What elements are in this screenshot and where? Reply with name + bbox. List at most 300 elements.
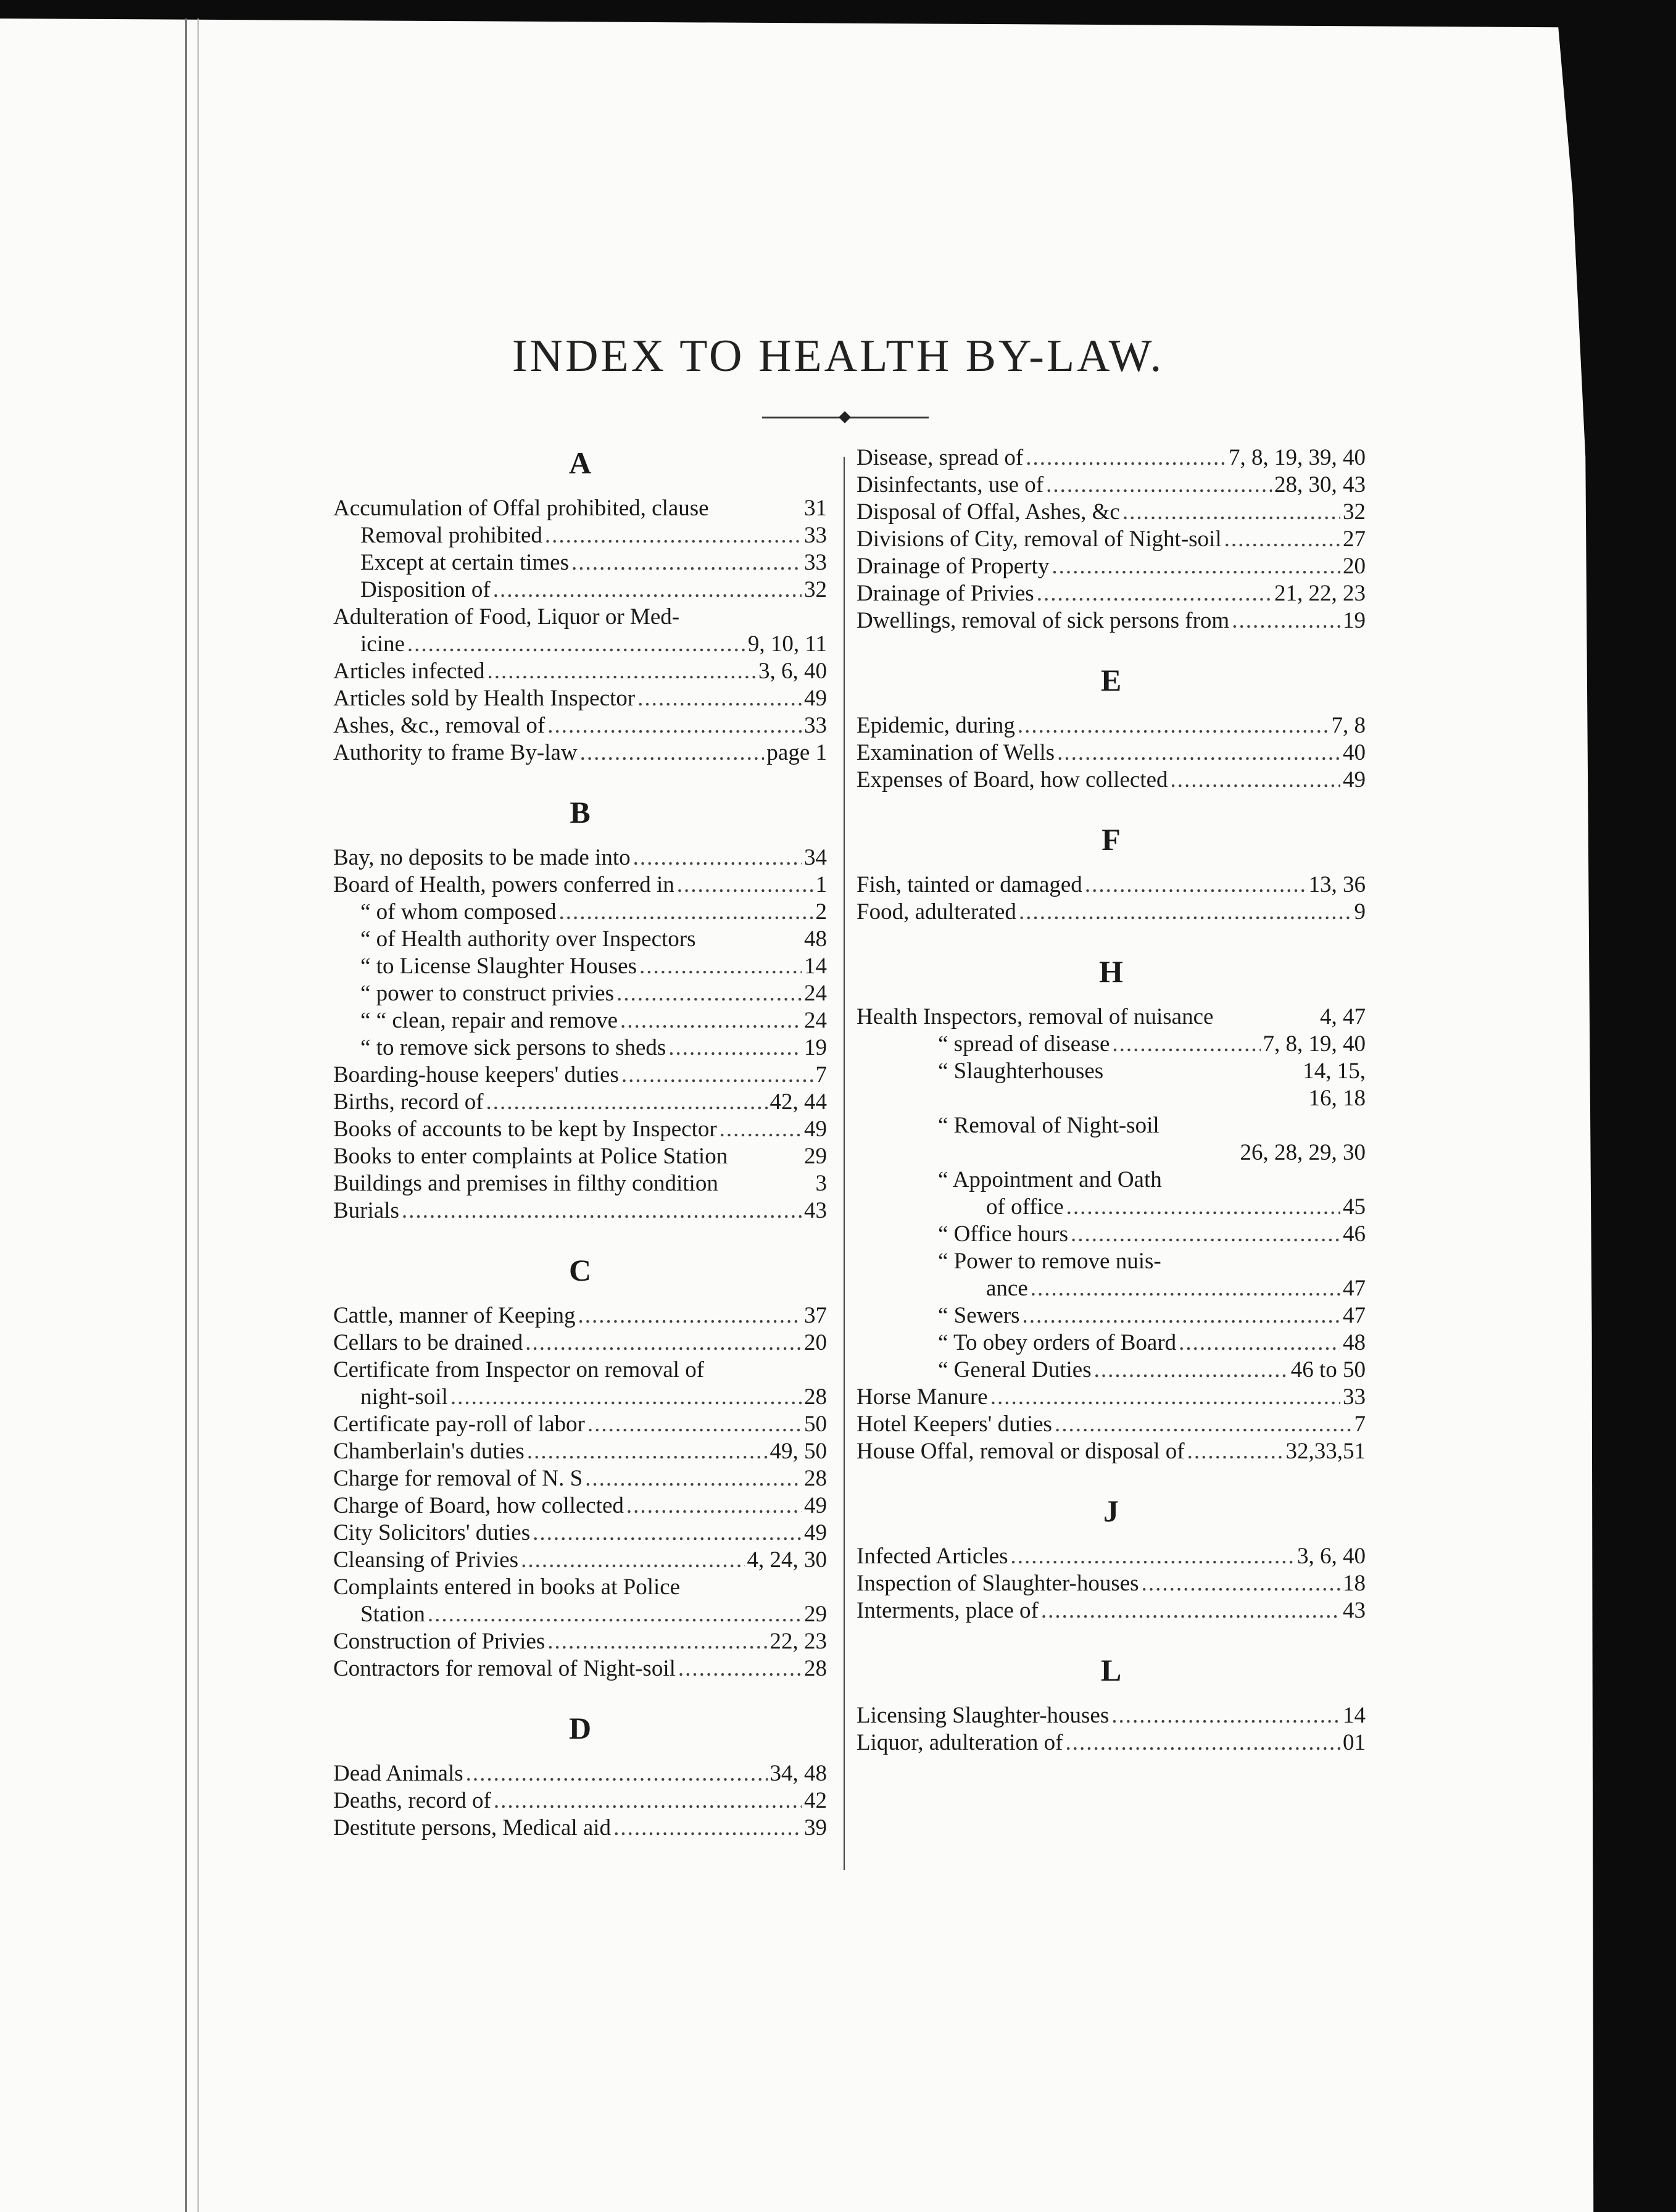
section-gap	[333, 1682, 827, 1710]
leader-dots	[521, 1547, 744, 1574]
index-entry	[333, 495, 827, 522]
entry-text: Licensing Slaughter-houses	[857, 1703, 1110, 1728]
entry-pages: 3	[815, 1171, 827, 1196]
leader-dots	[633, 844, 802, 871]
leader-dots	[626, 1492, 802, 1520]
entry-text: Adulteration of Food, Liquor or Med-	[333, 604, 680, 630]
entry-text: Births, record of	[333, 1089, 484, 1115]
leader-dots	[1037, 580, 1272, 607]
entry-pages: 33	[804, 523, 827, 548]
leader-dots	[1019, 899, 1352, 926]
index-entry	[857, 1302, 1366, 1329]
section-spacer	[333, 1289, 827, 1302]
index-entry	[333, 1492, 827, 1520]
entry-pages: 9, 10, 11	[747, 631, 827, 657]
entry-pages: 7, 8	[1331, 713, 1366, 738]
index-entry	[333, 522, 827, 549]
entry-pages: 20	[1343, 554, 1366, 579]
entry-text: Drainage of Privies	[857, 581, 1034, 606]
entry-pages: 19	[804, 1035, 827, 1060]
entry-text: “ of whom composed	[360, 899, 557, 925]
entry-text: Destitute persons, Medical aid	[333, 1815, 612, 1840]
leader-dots	[486, 1089, 768, 1116]
leader-dots	[402, 1197, 802, 1224]
entry-pages: 4, 24, 30	[747, 1547, 827, 1573]
leader-dots	[1187, 1438, 1284, 1465]
leader-dots	[585, 1465, 802, 1492]
index-entry	[857, 712, 1366, 739]
index-entry	[333, 980, 827, 1007]
index-entry	[333, 1655, 827, 1682]
index-entry	[333, 631, 827, 658]
entry-pages: 3, 6, 40	[758, 659, 827, 684]
entry-text: “ Office hours	[938, 1221, 1068, 1247]
index-entry	[333, 1547, 827, 1574]
leader-dots	[990, 1384, 1340, 1411]
index-entry	[857, 1031, 1366, 1058]
entry-text: night-soil	[360, 1384, 448, 1410]
index-entry	[333, 953, 827, 980]
entry-pages: 49	[1343, 767, 1366, 792]
entry-text: “ Appointment and Oath	[938, 1167, 1162, 1192]
index-entry	[333, 1628, 827, 1655]
leader-dots	[637, 685, 802, 712]
entry-pages: 45	[1343, 1194, 1366, 1220]
section-letter: F	[1101, 822, 1121, 857]
section-gap	[857, 1465, 1366, 1492]
entry-text: Authority to frame By-law	[333, 740, 578, 765]
section-letter: D	[568, 1711, 592, 1745]
index-entry	[857, 1411, 1366, 1438]
index-entry	[333, 926, 827, 953]
index-entry	[333, 549, 827, 576]
leader-dots	[1232, 607, 1340, 634]
entry-text: “ Power to remove nuis-	[938, 1249, 1161, 1274]
leader-dots	[533, 1520, 802, 1547]
entry-text: Disposal of Offal, Ashes, &c	[857, 499, 1120, 525]
entry-pages: 34, 48	[770, 1761, 827, 1786]
section-gap	[333, 767, 827, 794]
entry-pages: 29	[804, 1602, 827, 1627]
index-entry	[333, 1520, 827, 1547]
leader-dots	[616, 980, 802, 1007]
leader-dots	[1071, 1221, 1340, 1248]
section-spacer	[333, 1747, 827, 1760]
entry-text: Infected Articles	[857, 1544, 1008, 1569]
entry-pages: 16, 18	[1308, 1086, 1366, 1111]
section-spacer	[857, 858, 1366, 871]
leader-dots	[1122, 499, 1340, 526]
leader-dots	[1055, 1411, 1352, 1438]
entry-text: House Offal, removal or disposal of	[857, 1439, 1185, 1464]
entry-pages: 7, 8, 19, 40	[1263, 1031, 1366, 1057]
entry-pages: 24	[804, 1008, 827, 1033]
index-entry	[333, 604, 827, 631]
leader-dots	[677, 871, 813, 899]
entry-text: Cellars to be drained	[333, 1330, 523, 1355]
entry-text: Charge of Board, how collected	[333, 1493, 624, 1518]
entry-pages: 32	[804, 577, 827, 602]
entry-pages: 14, 15,	[1303, 1058, 1366, 1084]
entry-text: Cleansing of Privies	[333, 1547, 519, 1573]
section-gap	[333, 1224, 827, 1252]
index-entry	[333, 658, 827, 685]
entry-pages: 14	[1343, 1703, 1366, 1728]
leader-dots	[1046, 472, 1272, 499]
entry-pages: 1	[815, 872, 827, 897]
leader-dots	[571, 549, 802, 576]
leader-dots	[1057, 739, 1340, 767]
leader-dots	[1052, 553, 1340, 580]
entry-text: Construction of Privies	[333, 1629, 546, 1654]
index-entry	[333, 1034, 827, 1062]
entry-pages: 43	[804, 1198, 827, 1223]
index-entry	[857, 1384, 1366, 1411]
entry-pages: 27	[1343, 526, 1366, 552]
entry-text: “ of Health authority over Inspectors	[360, 926, 696, 952]
leader-dots	[578, 1302, 802, 1329]
entry-pages: 7	[1354, 1412, 1366, 1437]
entry-pages: 47	[1343, 1303, 1366, 1328]
entry-pages: 28, 30, 43	[1274, 472, 1366, 497]
index-entry	[333, 1760, 827, 1787]
index-entry	[857, 580, 1366, 607]
entry-pages: 28	[804, 1384, 827, 1410]
index-entry	[857, 1112, 1366, 1139]
leader-dots	[1031, 1275, 1340, 1302]
entry-pages: 18	[1343, 1571, 1366, 1596]
index-entry	[333, 871, 827, 899]
leader-dots	[450, 1384, 802, 1411]
leader-dots	[545, 522, 802, 549]
index-entry	[857, 899, 1366, 926]
index-entry	[333, 1357, 827, 1384]
index-entry	[333, 844, 827, 871]
entry-text: Hotel Keepers' duties	[857, 1412, 1052, 1437]
entry-pages: 7, 8, 19, 39, 40	[1229, 445, 1366, 470]
entry-pages: 29	[804, 1144, 827, 1169]
entry-pages: 33	[1343, 1384, 1366, 1410]
index-entry	[857, 1139, 1366, 1166]
entry-text: Cattle, manner of Keeping	[333, 1303, 576, 1328]
section-letter: H	[1099, 954, 1123, 989]
leader-dots	[580, 739, 765, 767]
leader-dots	[525, 1329, 802, 1357]
entry-text: Except at certain times	[360, 550, 569, 575]
entry-pages: 49	[804, 1493, 827, 1518]
entry-text: Horse Manure	[857, 1384, 988, 1410]
leader-dots	[613, 1815, 802, 1842]
index-column-left	[333, 444, 827, 1842]
index-entry	[333, 1143, 827, 1170]
entry-text: City Solicitors' duties	[333, 1520, 531, 1545]
leader-dots	[547, 712, 802, 739]
entry-pages: 40	[1343, 740, 1366, 765]
ornament-diamond	[839, 411, 851, 423]
index-entry	[857, 1570, 1366, 1597]
entry-pages: 46 to 50	[1290, 1357, 1366, 1382]
entry-text: Health Inspectors, removal of nuisance	[857, 1004, 1214, 1029]
leader-dots	[1111, 1702, 1340, 1729]
index-entry	[333, 899, 827, 926]
entry-text: Divisions of City, removal of Night-soil	[857, 526, 1222, 552]
index-entry	[333, 1089, 827, 1116]
leader-dots	[639, 953, 802, 980]
index-entry	[857, 1058, 1366, 1085]
entry-pages: 33	[804, 713, 827, 738]
index-entry	[857, 1702, 1366, 1729]
index-entry	[857, 1729, 1366, 1757]
entry-text: Expenses of Board, how collected	[857, 767, 1168, 792]
entry-text: Burials	[333, 1198, 399, 1223]
entry-text: Complaints entered in books at Police	[333, 1574, 681, 1600]
leader-dots	[1112, 1031, 1260, 1058]
index-entry	[857, 607, 1366, 634]
entry-pages: 49	[804, 686, 827, 711]
page-title: INDEX TO HEALTH BY-LAW.	[512, 331, 1164, 381]
entry-pages: 39	[804, 1815, 827, 1840]
index-entry	[333, 685, 827, 712]
entry-pages: 32,33,51	[1285, 1439, 1366, 1464]
entry-text: Interments, place of	[857, 1598, 1039, 1623]
entry-text: Ashes, &c., removal of	[333, 713, 546, 738]
section-spacer	[857, 1529, 1366, 1543]
index-entry	[857, 472, 1366, 499]
entry-pages: 43	[1343, 1598, 1366, 1623]
index-entry	[857, 767, 1366, 794]
entry-text: Articles infected	[333, 659, 485, 684]
leader-dots	[1066, 1194, 1340, 1221]
entry-text: Bay, no deposits to be made into	[333, 845, 631, 870]
index-entry	[333, 1787, 827, 1815]
entry-text: Buildings and premises in filthy condition	[333, 1171, 718, 1196]
entry-text: Dead Animals	[333, 1761, 463, 1786]
index-entry	[857, 553, 1366, 580]
leader-dots	[1179, 1329, 1340, 1357]
entry-pages: 28	[804, 1656, 827, 1681]
entry-pages: 26, 28, 29, 30	[1240, 1140, 1366, 1165]
entry-text: of office	[986, 1194, 1064, 1220]
entry-text: Disposition of	[360, 577, 491, 602]
entry-text: “ power to construct privies	[360, 981, 614, 1006]
index-entry	[857, 1543, 1366, 1570]
section-gap	[857, 794, 1366, 821]
index-entry	[333, 1438, 827, 1465]
leader-dots	[1018, 712, 1329, 739]
section-letter: A	[568, 446, 592, 480]
leader-dots	[1085, 871, 1306, 899]
entry-text: Examination of Wells	[857, 740, 1055, 765]
section-spacer	[857, 990, 1366, 1004]
index-entry	[857, 1166, 1366, 1194]
entry-text: Liquor, adulteration of	[857, 1730, 1063, 1755]
leader-dots	[620, 1007, 802, 1034]
leader-dots	[466, 1760, 768, 1787]
entry-pages: 28	[804, 1466, 827, 1491]
entry-pages: 48	[804, 926, 827, 952]
entry-text: Books of accounts to be kept by Inspector	[333, 1116, 717, 1142]
section-letter: B	[570, 795, 591, 830]
entry-text: “ to remove sick persons to sheds	[360, 1035, 666, 1060]
index-entry	[857, 526, 1366, 553]
entry-text: Books to enter complaints at Police Station	[333, 1144, 728, 1169]
section-spacer	[333, 481, 827, 495]
index-entry	[333, 1384, 827, 1411]
entry-text: Charge for removal of N. S	[333, 1466, 583, 1491]
entry-text: Epidemic, during	[857, 713, 1015, 738]
leader-dots	[678, 1655, 802, 1682]
entry-text: Food, adulterated	[857, 899, 1016, 925]
entry-text: Board of Health, powers conferred in	[333, 872, 674, 897]
entry-text: Dwellings, removal of sick persons from	[857, 608, 1230, 633]
title-ornament	[762, 412, 929, 422]
entry-text: Chamberlain's duties	[333, 1439, 525, 1464]
entry-text: Contractors for removal of Night-soil	[333, 1656, 676, 1681]
entry-pages: 49	[804, 1520, 827, 1545]
entry-text: ance	[986, 1276, 1028, 1301]
entry-pages: 34	[804, 845, 827, 870]
entry-text: “ “ clean, repair and remove	[360, 1008, 618, 1033]
entry-pages: 13, 36	[1308, 872, 1366, 897]
index-entry	[857, 1438, 1366, 1465]
index-entry	[333, 1329, 827, 1357]
entry-pages: 22, 23	[770, 1629, 827, 1654]
entry-text: Accumulation of Offal prohibited, clause	[333, 496, 709, 521]
entry-pages: 31	[804, 496, 827, 521]
section-gap	[857, 634, 1366, 662]
entry-text: “ Slaughterhouses	[938, 1058, 1104, 1084]
leader-dots	[1224, 526, 1340, 553]
entry-text: icine	[360, 631, 405, 657]
entry-pages: 32	[1343, 499, 1366, 525]
entry-text: “ To obey orders of Board	[938, 1330, 1177, 1355]
entry-pages: 24	[804, 981, 827, 1006]
index-entry	[857, 871, 1366, 899]
entry-pages: 7	[815, 1062, 827, 1087]
index-entry	[857, 739, 1366, 767]
index-entry	[333, 1601, 827, 1628]
index-entry	[333, 1062, 827, 1089]
entry-pages: 21, 22, 23	[1274, 581, 1366, 606]
leader-dots	[587, 1411, 802, 1438]
leader-dots	[720, 1116, 802, 1143]
index-entry	[333, 1170, 827, 1197]
leader-dots	[1171, 767, 1341, 794]
entry-text: Fish, tainted or damaged	[857, 872, 1082, 897]
leader-dots	[407, 631, 745, 658]
section-gap	[857, 926, 1366, 953]
leader-dots	[494, 1787, 802, 1815]
entry-pages: 4, 47	[1320, 1004, 1366, 1029]
entry-pages: 14	[804, 954, 827, 979]
index-entry	[333, 712, 827, 739]
entry-pages: 50	[804, 1412, 827, 1437]
entry-pages: 49, 50	[770, 1439, 827, 1464]
entry-text: “ Sewers	[938, 1303, 1020, 1328]
entry-text: Disinfectants, use of	[857, 472, 1044, 497]
section-gap	[857, 1624, 1366, 1652]
entry-pages: 42	[804, 1788, 827, 1813]
section-spacer	[333, 831, 827, 844]
index-entry	[857, 1194, 1366, 1221]
index-entry	[857, 1357, 1366, 1384]
index-entry	[333, 739, 827, 767]
entry-pages: 19	[1343, 608, 1366, 633]
index-entry	[333, 1302, 827, 1329]
index-entry	[857, 1221, 1366, 1248]
section-spacer	[857, 699, 1366, 712]
index-entry	[333, 1197, 827, 1224]
leader-dots	[547, 1628, 767, 1655]
entry-pages: 2	[815, 899, 827, 925]
leader-dots	[487, 658, 756, 685]
entry-text: “ Removal of Night-soil	[938, 1113, 1160, 1138]
index-entry	[333, 1007, 827, 1034]
entry-text: Station	[360, 1602, 425, 1627]
leader-dots	[1066, 1729, 1341, 1757]
index-entry	[333, 1574, 827, 1601]
entry-pages: 48	[1343, 1330, 1366, 1355]
leader-dots	[493, 576, 802, 604]
leader-dots	[1023, 1302, 1340, 1329]
leader-dots	[428, 1601, 802, 1628]
entry-pages: 20	[804, 1330, 827, 1355]
index-entry	[333, 1116, 827, 1143]
entry-pages: 33	[804, 550, 827, 575]
entry-text: Certificate from Inspector on removal of	[333, 1357, 705, 1382]
leader-dots	[668, 1034, 802, 1062]
entry-text: Boarding-house keepers' duties	[333, 1062, 619, 1087]
index-entry	[333, 1815, 827, 1842]
index-entry	[857, 1085, 1366, 1112]
index-entry	[333, 1465, 827, 1492]
entry-text: Drainage of Property	[857, 554, 1050, 579]
entry-pages: 9	[1354, 899, 1366, 925]
section-letter: J	[1103, 1494, 1119, 1528]
index-entry	[333, 576, 827, 604]
index-entry	[333, 1411, 827, 1438]
entry-pages: 49	[804, 1116, 827, 1142]
leader-dots	[1041, 1597, 1340, 1624]
entry-pages: page 1	[766, 740, 827, 765]
entry-text: Deaths, record of	[333, 1788, 491, 1813]
section-letter: E	[1100, 663, 1122, 697]
entry-text: Articles sold by Health Inspector	[333, 686, 636, 711]
index-entry	[857, 1004, 1366, 1031]
leader-dots	[1026, 444, 1226, 472]
leader-dots	[1011, 1543, 1295, 1570]
entry-pages: 46	[1343, 1221, 1366, 1247]
section-letter: C	[568, 1253, 592, 1287]
entry-text: Inspection of Slaughter-houses	[857, 1571, 1139, 1596]
section-letter: L	[1100, 1653, 1122, 1687]
index-entry	[857, 1329, 1366, 1357]
entry-text: “ to License Slaughter Houses	[360, 954, 637, 979]
index-entry	[857, 499, 1366, 526]
entry-text: Removal prohibited	[360, 523, 542, 548]
entry-pages: 37	[804, 1303, 827, 1328]
index-entry	[857, 444, 1366, 472]
leader-dots	[1094, 1357, 1288, 1384]
section-spacer	[857, 1689, 1366, 1702]
entry-text: “ General Duties	[938, 1357, 1092, 1382]
entry-pages: 3, 6, 40	[1297, 1544, 1366, 1569]
entry-pages: 01	[1343, 1730, 1366, 1755]
leader-dots	[527, 1438, 768, 1465]
column-divider	[844, 457, 845, 1870]
index-entry	[857, 1248, 1366, 1275]
index-column-right	[857, 444, 1366, 1757]
